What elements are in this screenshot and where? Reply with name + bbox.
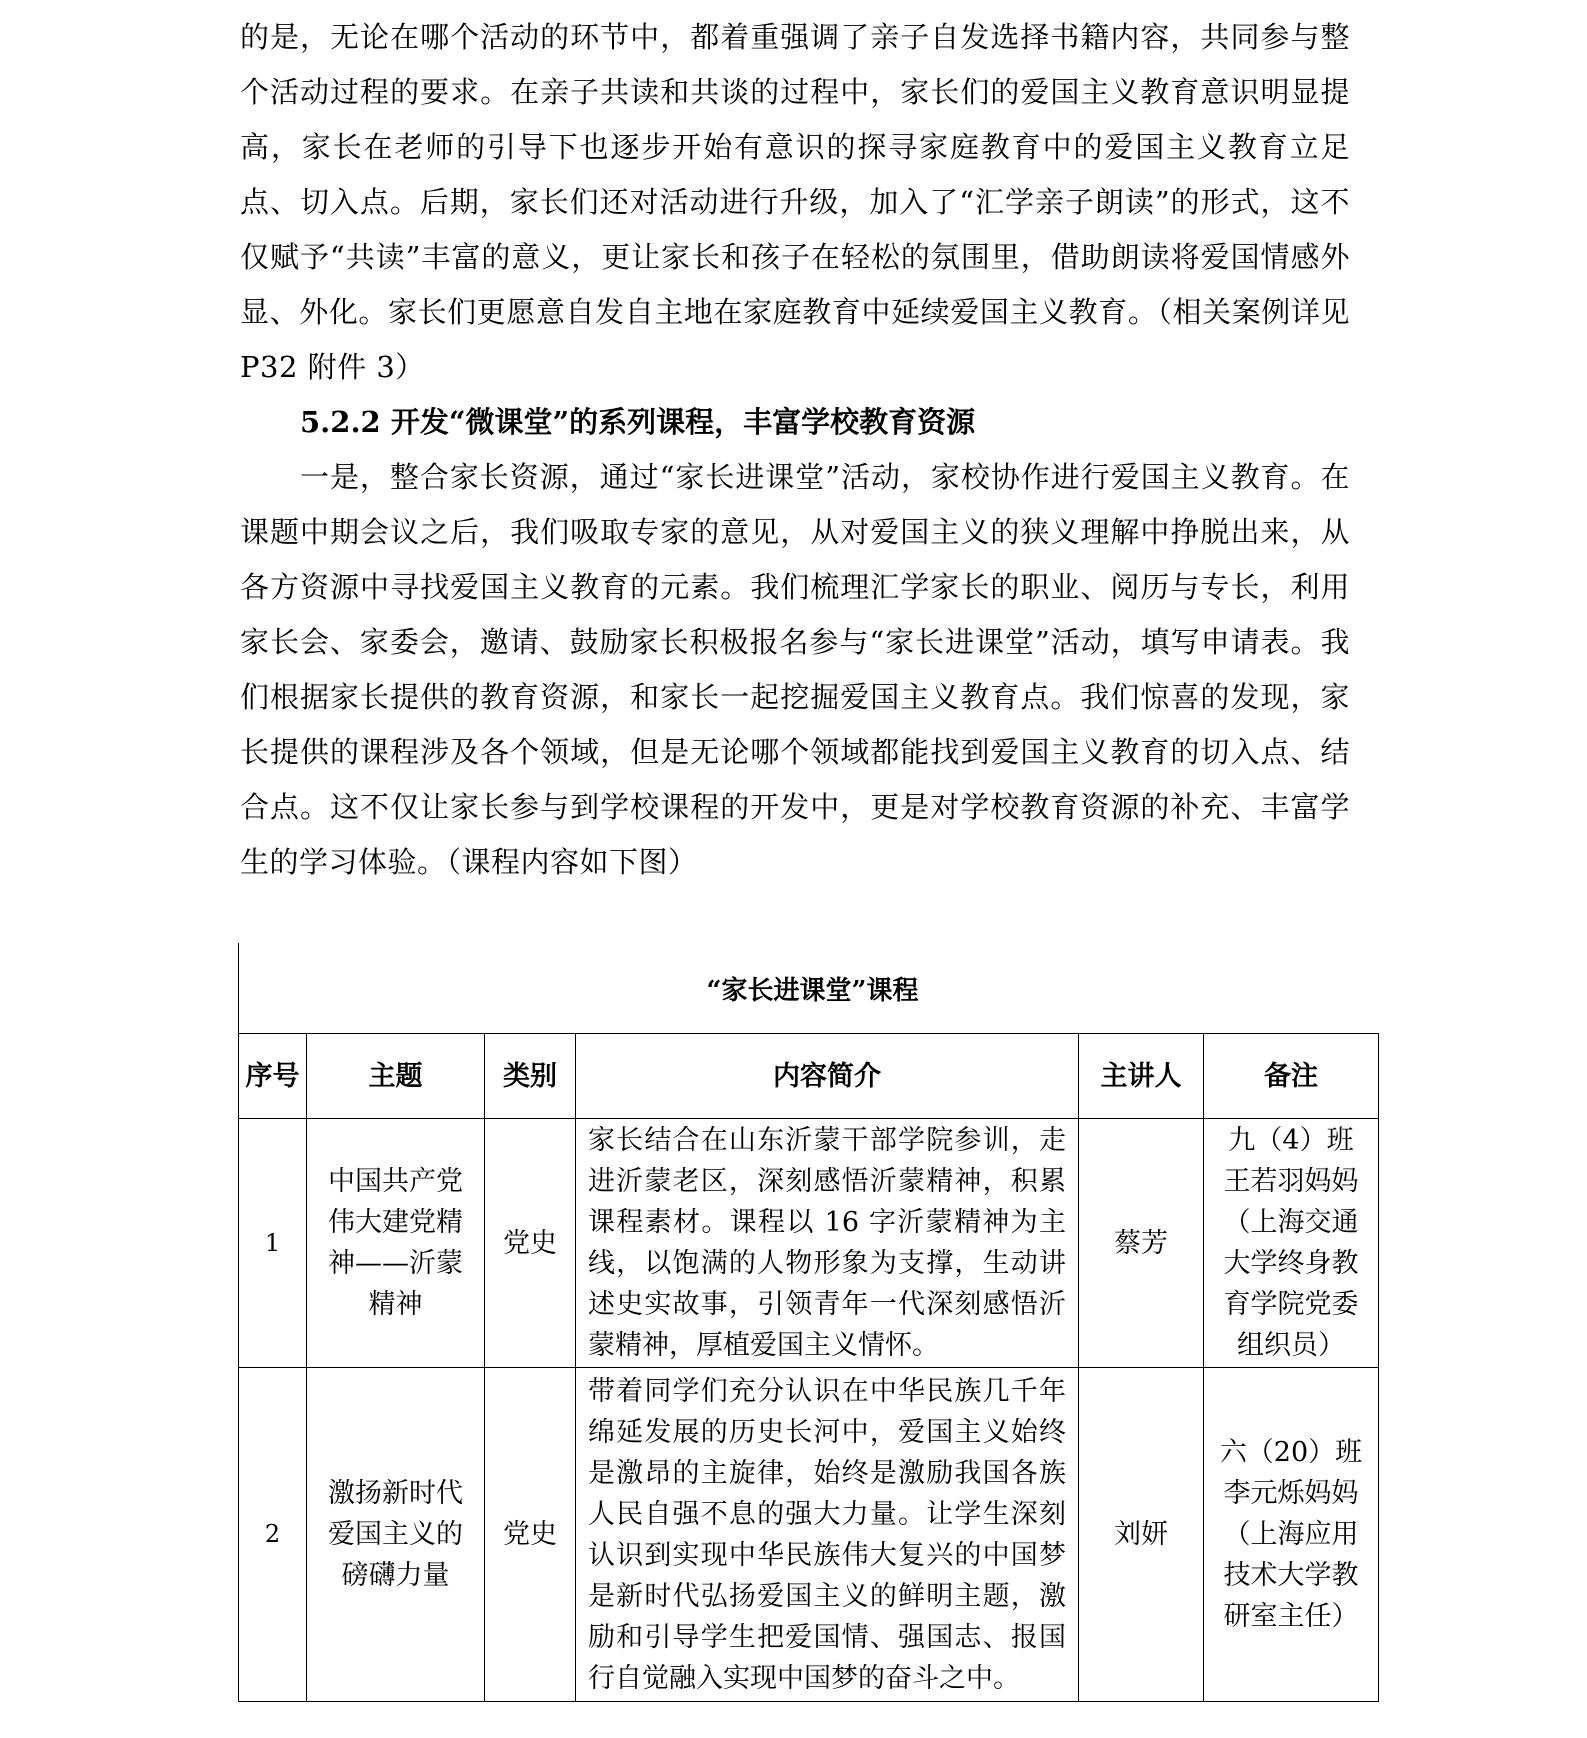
section-heading: 5.2.2 开发“微课堂”的系列课程，丰富学校教育资源 xyxy=(300,405,976,439)
row-category: 党史 xyxy=(485,1368,576,1702)
row-summary: 带着同学们充分认识在中华民族几千年绵延发展的历史长河中，爱国主义始终是激昂的主旋律，始终是激励我国各族人民自强不息的强大力量。让学生深刻认识到实现中华民族伟大复兴的中国梦是新时代弘扬爱国主义的鲜明主题，激励和引导学生把爱国情、强国志、报国行自觉融入实现中国梦的奋斗之中。 xyxy=(576,1368,1079,1702)
header-summary: 内容简介 xyxy=(576,1034,1079,1119)
row-topic: 中国共产党伟大建党精神——沂蒙精神 xyxy=(307,1119,485,1368)
row-summary: 家长结合在山东沂蒙干部学院参训，走进沂蒙老区，深刻感悟沂蒙精神，积累课程素材。课程以 16 字沂蒙精神为主线，以饱满的人物形象为支撑，生动讲述史实故事，引领青年一代深刻感悟沂蒙精神，厚植爱国主义情怀。 xyxy=(576,1119,1079,1368)
table-title: “家长进课堂”课程 xyxy=(706,975,919,1006)
row-note: 六（20）班李元烁妈妈（上海应用技术大学教研室主任） xyxy=(1204,1368,1379,1702)
row-category: 党史 xyxy=(485,1119,576,1368)
table-row xyxy=(239,1368,1379,1702)
header-category: 类别 xyxy=(485,1034,576,1119)
row-num: 1 xyxy=(239,1119,307,1368)
header-topic: 主题 xyxy=(307,1034,485,1119)
course-table xyxy=(238,1033,1379,1702)
paragraph-2: 一是，整合家长资源，通过“家长进课堂”活动，家校协作进行爱国主义教育。在课题中期会议之后，我们吸取专家的意见，从对爱国主义的狭义理解中挣脱出来，从各方资源中寻找爱国主义教育的元素。我们梳理汇学家长的职业、阅历与专长，利用家长会、家委会，邀请、鼓励家长积极报名参与“家长进课堂”活动，填写申请表。我们根据家长提供的教育资源，和家长一起挖掘爱国主义教育点。我们惊喜的发现，家长提供的课程涉及各个领域，但是无论哪个领域都能找到爱国主义教育的切入点、结合点。这不仅让家长参与到学校课程的开发中，更是对学校教育资源的补充、丰富学生的学习体验。（课程内容如下图） xyxy=(240,460,1350,879)
row-topic: 激扬新时代爱国主义的磅礴力量 xyxy=(307,1368,485,1702)
table-header-row xyxy=(239,1034,1379,1119)
header-num: 序号 xyxy=(239,1034,307,1119)
header-speaker: 主讲人 xyxy=(1079,1034,1204,1119)
paragraph-1: 的是，无论在哪个活动的环节中，都着重强调了亲子自发选择书籍内容，共同参与整个活动过程的要求。在亲子共读和共谈的过程中，家长们的爱国主义教育意识明显提高，家长在老师的引导下也逐步开始有意识的探寻家庭教育中的爱国主义教育立足点、切入点。后期，家长们还对活动进行升级，加入了“汇学亲子朗读”的形式，这不仅赋予“共读”丰富的意义，更让家长和孩子在轻松的氛围里，借助朗读将爱国情感外显、外化。家长们更愿意自发自主地在家庭教育中延续爱国主义教育。（相关案例详见 P32 附件 3） xyxy=(240,20,1350,384)
row-note: 九（4）班王若羽妈妈（上海交通大学终身教育学院党委组织员） xyxy=(1204,1119,1379,1368)
course-table-section xyxy=(238,943,1378,1702)
row-speaker: 蔡芳 xyxy=(1079,1119,1204,1368)
header-note: 备注 xyxy=(1204,1034,1379,1119)
row-num: 2 xyxy=(239,1368,307,1702)
body-text xyxy=(240,10,1350,890)
table-title-row xyxy=(238,943,1378,1033)
row-speaker: 刘妍 xyxy=(1079,1368,1204,1702)
table-row xyxy=(239,1119,1379,1368)
